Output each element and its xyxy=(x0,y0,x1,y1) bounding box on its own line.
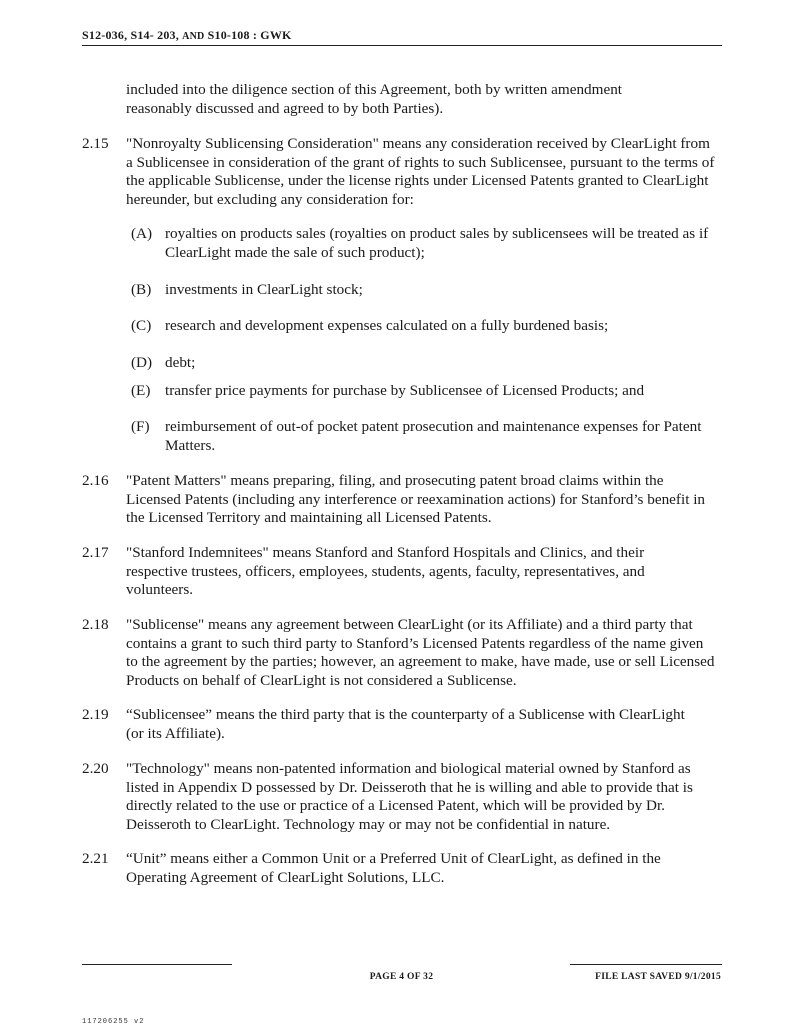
exclusion-text: royalties on products sales (royalties on product sales by sublicensees will be treated as if ClearLight made the sale of such product); xyxy=(165,225,709,261)
section-text: “Unit” means either a Common Unit or a Preferred Unit of ClearLight, as defined in the Operating Agreement of ClearLight Solutions, LLC. xyxy=(126,850,661,886)
exclusion-text: reimbursement of out-of pocket patent prosecution and maintenance expenses for Patent Matters. xyxy=(165,418,702,454)
section-number: 2.19 xyxy=(82,706,109,723)
exclusion-text: research and development expenses calculated on a fully burdened basis; xyxy=(165,317,609,334)
section-text: "Technology" means non-patented information and biological material owned by Stanford as listed in Appendix D possessed by Dr. Deisseroth that he is willing and able to provide that is directly related to the use or practice of a Licensed Patent, which will be provided by Dr. Deisseroth to ClearLight. Technology may or may not be confidential in nature. xyxy=(126,760,693,833)
exclusion-label: (F) xyxy=(131,418,150,435)
section-number: 2.15 xyxy=(82,135,109,152)
header-case-numbers: S12-036, S14- 203, xyxy=(82,28,179,42)
section-number: 2.21 xyxy=(82,850,109,867)
exclusion-label: (D) xyxy=(131,354,153,371)
section-number: 2.20 xyxy=(82,760,109,777)
exclusion-label: (C) xyxy=(131,317,152,334)
section-number: 2.18 xyxy=(82,616,109,633)
section-number: 2.17 xyxy=(82,544,109,561)
section-number: 2.16 xyxy=(82,472,109,489)
header-and-word: AND xyxy=(182,31,205,42)
document-id: 117206255 v2 xyxy=(82,1018,145,1026)
section-text: "Nonroyalty Sublicensing Consideration" means any consideration received by ClearLight from a Sublicensee in consideration of the grant of rights to such Sublicensee, pursuant to the terms of the applicable Sublicense, under the license rights under Licensed Patents granted to ClearLight hereunder, but excluding any consideration for: xyxy=(126,135,715,208)
exclusion-label: (A) xyxy=(131,225,153,242)
footer-rule-right xyxy=(570,964,722,965)
header-case-tail: S10-108 : GWK xyxy=(207,28,292,42)
exclusion-label: (E) xyxy=(131,382,151,399)
page-number: PAGE 4 OF 32 xyxy=(369,972,434,982)
exclusion-text: debt; xyxy=(165,354,196,371)
exclusion-text: investments in ClearLight stock; xyxy=(165,281,363,298)
header-rule xyxy=(82,45,722,46)
section-text: "Patent Matters" means preparing, filing, and prosecuting patent broad claims within the Licensed Patents (including any interference or reexamination actions) for Stanford’s benefit in the Licensed Territory and maintaining all Licensed Patents. xyxy=(126,472,706,526)
footer-rule-left xyxy=(82,964,232,965)
section-text: “Sublicensee” means the third party that is the counterparty of a Sublicense with ClearLight (or its Affiliate). xyxy=(126,706,685,742)
section-text: "Stanford Indemnitees" means Stanford and Stanford Hospitals and Clinics, and their respective trustees, officers, employees, students, agents, faculty, representatives, and volunteers. xyxy=(126,544,645,598)
section-text: "Sublicense" means any agreement between ClearLight (or its Affiliate) and a third party that contains a grant to such third party to Stanford’s Licensed Patents regardless of the name given to the agreement by the parties; however, an agreement to make, have made, use or sell Licensed Products on behalf of ClearLight is not considered a Sublicense. xyxy=(126,616,715,689)
exclusion-label: (B) xyxy=(131,281,152,298)
exclusion-text: transfer price payments for purchase by Sublicensee of Licensed Products; and xyxy=(165,382,645,399)
continuation-paragraph: included into the diligence section of this Agreement, both by written amendment reasonably discussed and agreed to by both Parties). xyxy=(126,81,623,117)
running-header xyxy=(82,28,292,43)
file-saved-date: FILE LAST SAVED 9/1/2015 xyxy=(595,972,721,982)
